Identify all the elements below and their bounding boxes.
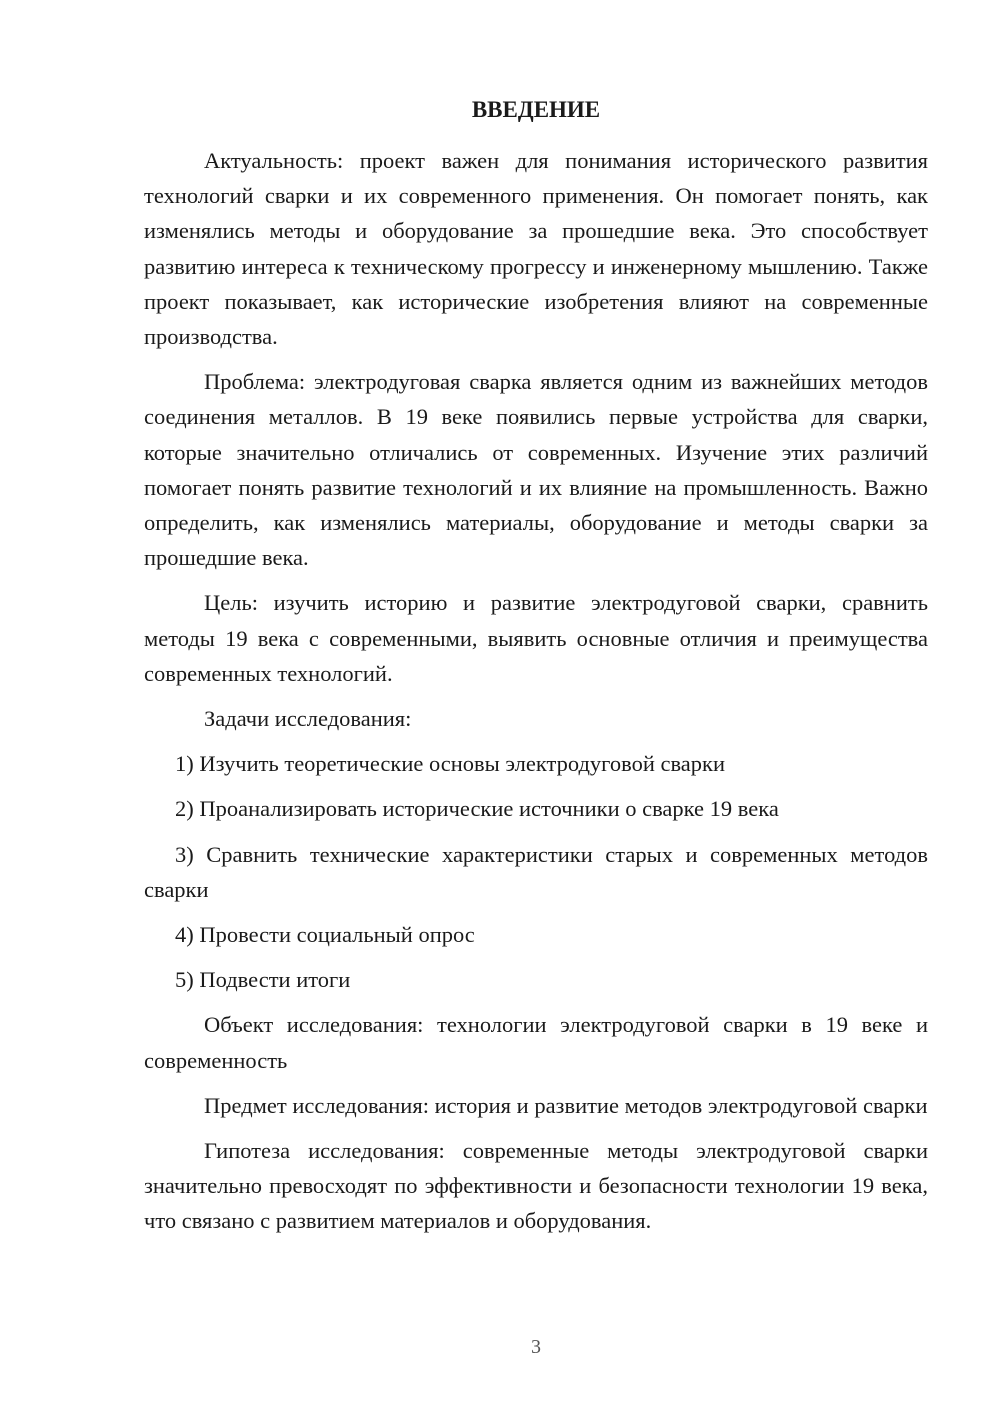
paragraph-relevance: Актуальность: проект важен для понимания исторического развития технологий сварки и их современного применения. Он помогает понять, как изменялись методы и оборудование за прошедшие века. Это способствует развитию интереса к техническому прогрессу и инженерному мышлению. Также проект показывает, как исторические изобретения влияют на современные производства.: [144, 148, 928, 350]
paragraph-tasks-title: Задачи исследования:: [204, 706, 412, 732]
paragraph-subject: Предмет исследования: история и развитие методов электродуговой сварки: [204, 1092, 928, 1118]
task-item-4: 4) Провести социальный опрос: [175, 922, 475, 948]
task-item-1: 1) Изучить теоретические основы электродуговой сварки: [175, 751, 726, 777]
paragraph-hypothesis: Гипотеза исследования: современные методы электродуговой сварки значительно превосходят по эффективности и безопасности технологии 19 века, что связано с развитием материалов и оборудования.: [144, 1138, 928, 1234]
document-body: [144, 143, 928, 1249]
paragraph-problem: Проблема: электродуговая сварка является одним из важнейших методов соединения металлов. В 19 веке появились первые устройства для сварки, которые значительно отличались от современных. Изучение этих различий помогает понять развитие технологий и их влияние на промышленность. Важно определить, как изменялись материалы, оборудование и методы сварки за прошедшие века.: [144, 369, 928, 571]
task-item-5: 5) Подвести итоги: [175, 967, 351, 993]
document-page: [144, 0, 928, 1414]
section-heading: ВВЕДЕНИЕ: [471, 97, 601, 122]
task-item-2: 2) Проанализировать исторические источники о сварке 19 века: [175, 796, 779, 822]
page-number: 3: [531, 1336, 541, 1358]
task-item-3: 3) Сравнить технические характеристики старых и современных методов сварки: [144, 841, 928, 902]
paragraph-goal: Цель: изучить историю и развитие электродуговой сварки, сравнить методы 19 века с современными, выявить основные отличия и преимущества современных технологий.: [144, 590, 928, 686]
paragraph-object: Объект исследования: технологии электродуговой сварки в 19 веке и современность: [144, 1012, 928, 1073]
